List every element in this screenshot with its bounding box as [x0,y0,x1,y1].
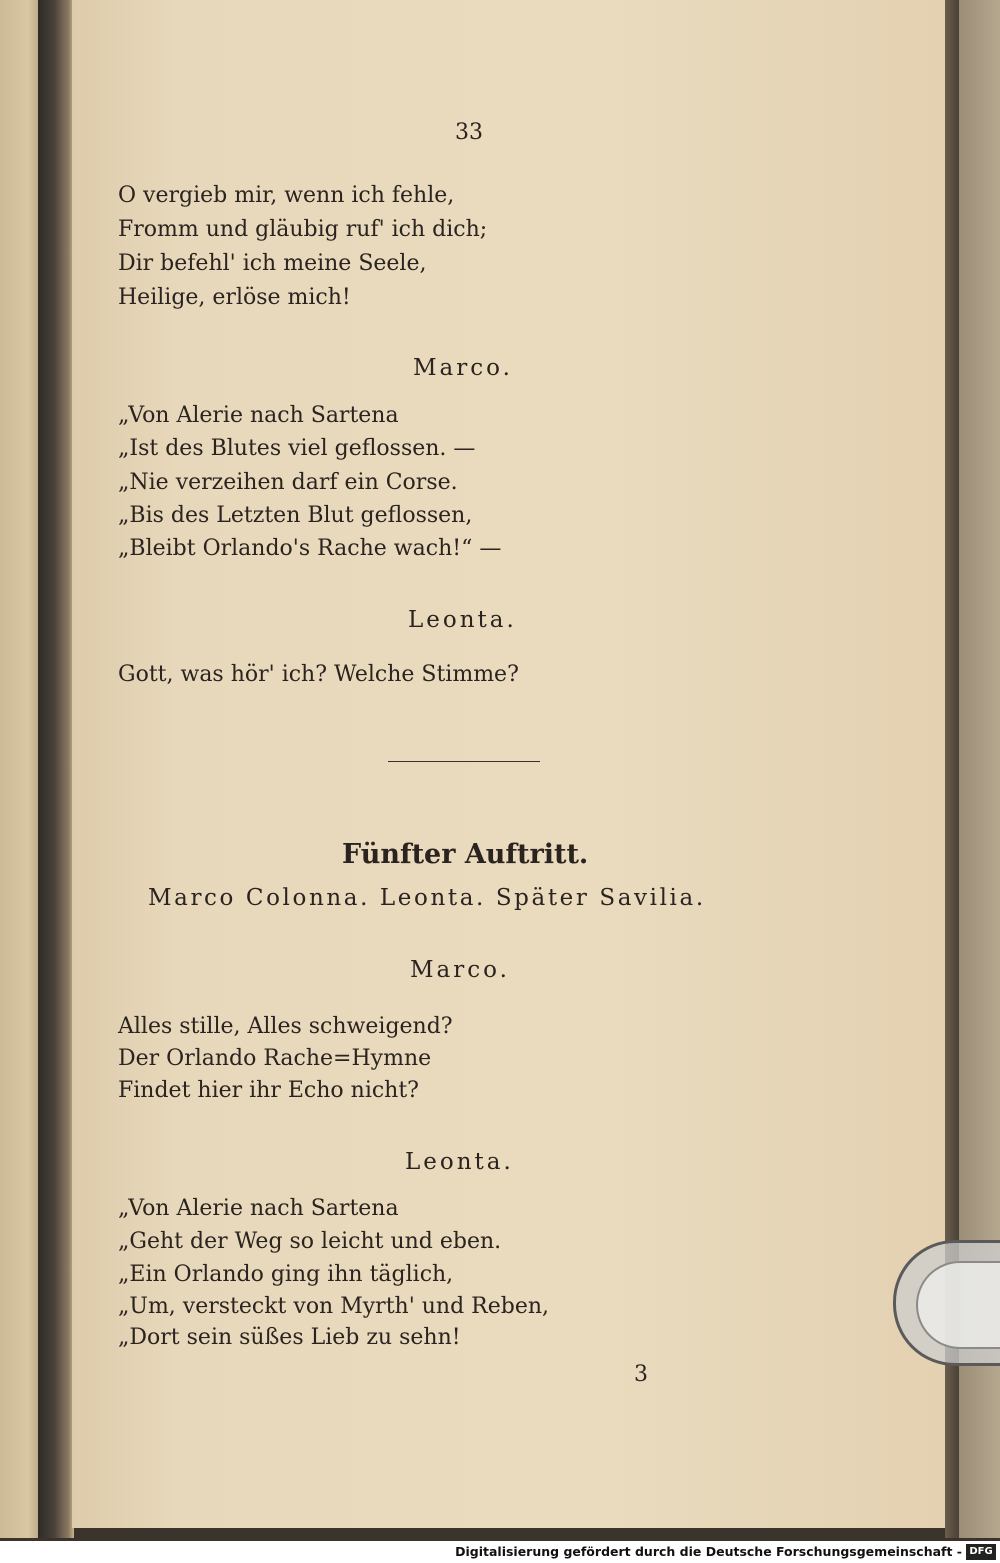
funding-credit: Digitalisierung gefördert durch die Deutsche Forschungsgemeinschaft - [455,1544,962,1559]
speaker-name: Marco. [410,957,510,983]
page-clip-inner [916,1261,1000,1349]
verse-line: Fromm und gläubig ruf' ich dich; [118,217,488,242]
previous-page-edge [0,0,40,1538]
verse-line: „Ist des Blutes viel geflossen. — [118,436,476,461]
book-gutter [38,0,74,1538]
scene-cast-list: Marco Colonna. Leonta. Später Savilia. [148,885,706,911]
verse-line: „Nie verzeihen darf ein Corse. [118,470,458,495]
speaker-name: Marco. [413,355,513,381]
verse-line: Heilige, erlöse mich! [118,285,351,310]
verse-line: „Um, versteckt von Myrth' und Reben, [118,1294,550,1319]
signature-mark: 3 [634,1362,648,1387]
verse-line: Findet hier ihr Echo nicht? [118,1078,419,1103]
verse-line: „Bis des Letzten Blut geflossen, [118,503,473,528]
verse-line: Gott, was hör' ich? Welche Stimme? [118,662,519,687]
verse-line: O vergieb mir, wenn ich fehle, [118,183,455,208]
verse-line: „Ein Orlando ging ihn täglich, [118,1262,454,1287]
page-number: 33 [455,120,483,145]
scene-heading: Fünfter Auftritt. [342,839,589,870]
verse-line: Der Orlando Rache=Hymne [118,1046,432,1071]
verse-line: „Von Alerie nach Sartena [118,403,399,428]
verse-line: „Von Alerie nach Sartena [118,1196,399,1221]
verse-line: „Geht der Weg so leicht und eben. [118,1229,502,1254]
dfg-logo: DFG [966,1544,996,1560]
verse-line: „Dort sein süßes Lieb zu sehn! [118,1325,461,1350]
speaker-name: Leonta. [405,1149,514,1175]
verse-line: „Bleibt Orlando's Rache wach!“ — [118,536,502,561]
verse-line: Alles stille, Alles schweigend? [118,1014,453,1039]
footer-bar [0,1541,1000,1563]
speaker-name: Leonta. [408,607,517,633]
section-divider [388,761,540,762]
verse-line: Dir befehl' ich meine Seele, [118,251,427,276]
